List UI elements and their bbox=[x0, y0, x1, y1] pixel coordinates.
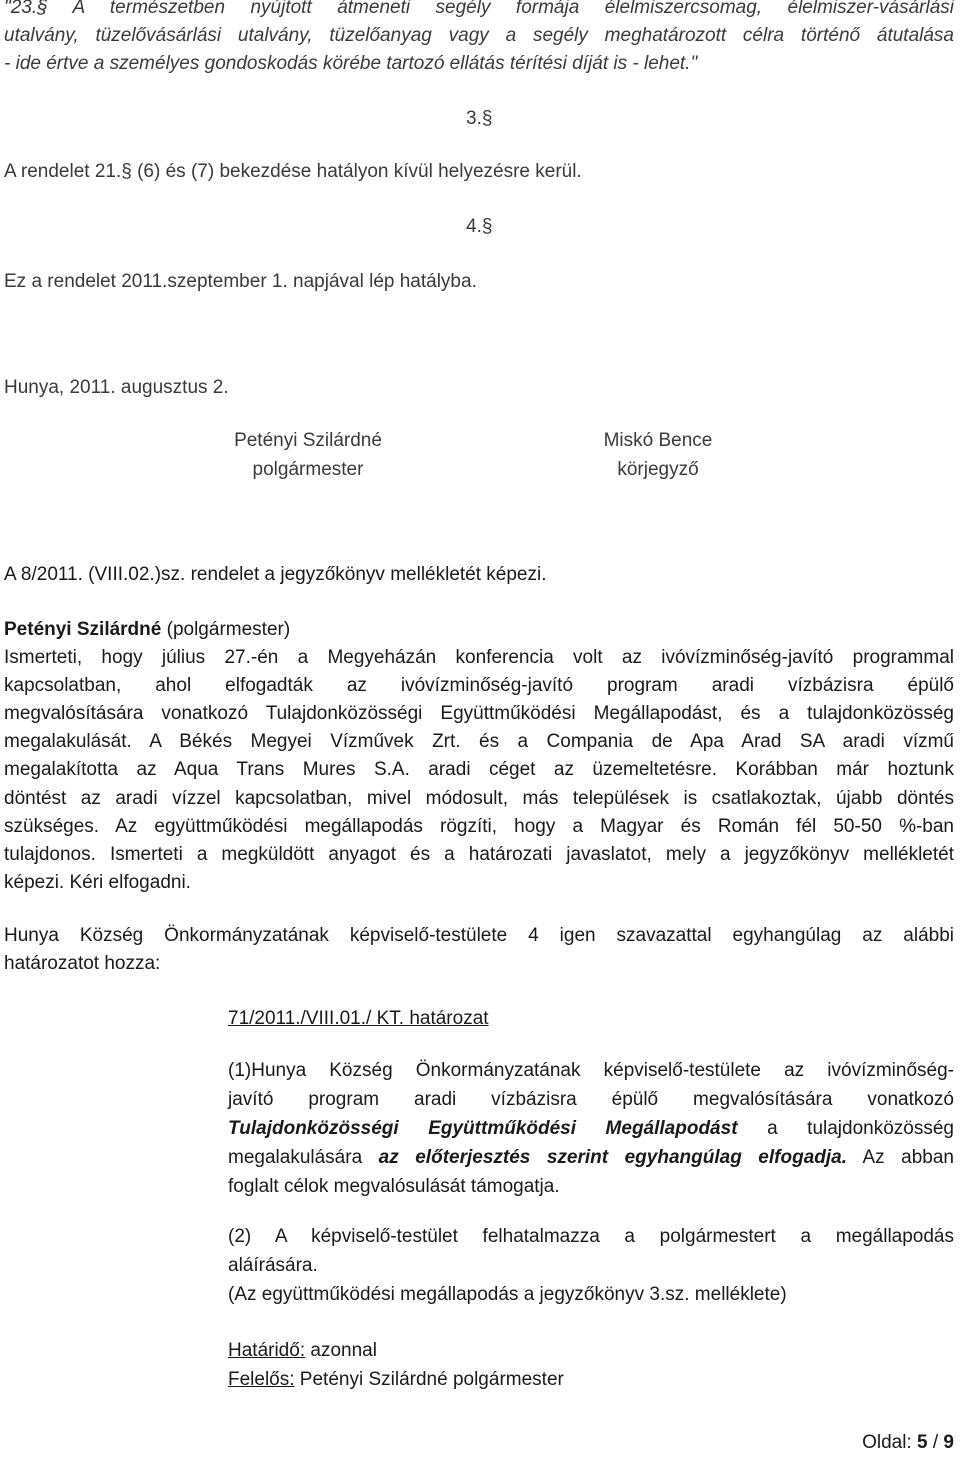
resolution-line: foglalt célok megvalósulását támogatja. bbox=[228, 1176, 560, 1197]
resolution-point-1 bbox=[228, 1056, 954, 1201]
resolution-deadline bbox=[228, 1336, 954, 1394]
resolution-line bbox=[228, 1114, 954, 1143]
page-total: 9 bbox=[943, 1432, 954, 1453]
vote-line: Hunya Község Önkormányzatának képviselő-testülete 4 igen szavazattal egyhangúlag az alábbi bbox=[4, 925, 954, 946]
agreement-name: Tulajdonközösségi Együttműködési Megállapodást bbox=[228, 1118, 738, 1139]
signature-title: körjegyző bbox=[617, 459, 699, 480]
intro-line: utalvány, tüzelővásárlási utalvány, tüzelőanyag vagy a segély meghatározott célra történő átutalása bbox=[4, 25, 954, 46]
annex-note: A 8/2011. (VIII.02.)sz. rendelet a jegyzőkönyv mellékletét képezi. bbox=[4, 564, 547, 585]
resolution-point-2 bbox=[228, 1222, 954, 1309]
report-line: megalakulását. A Békés Megyei Vízművek Zrt. és a Compania de Apa Arad SA aradi vízmű bbox=[4, 731, 954, 752]
section-3-text: A rendelet 21.§ (6) és (7) bekezdése hatályon kívül helyezésre kerül. bbox=[4, 161, 582, 182]
intro-line: - ide értve a személyes gondoskodás körébe tartozó ellátás térítési díját is - lehet." bbox=[4, 53, 698, 74]
signature-notary bbox=[538, 426, 778, 484]
resolution-line bbox=[228, 1143, 954, 1172]
decision-text: az előterjesztés szerint egyhangúlag elfogadja. bbox=[378, 1147, 847, 1168]
page-label: Oldal: bbox=[862, 1432, 917, 1453]
resolution-text: megalakulására bbox=[228, 1147, 379, 1168]
report-line: Ismerteti, hogy július 27.-én a Megyeházán konferencia volt az ivóvízminőség-javító programmal bbox=[4, 647, 954, 668]
page-number bbox=[862, 1432, 954, 1454]
report-line: kapcsolatban, ahol elfogadták az ivóvízminőség-javító program aradi vízbázisra épülő bbox=[4, 675, 954, 696]
speaker-role: (polgármester) bbox=[161, 619, 291, 640]
page-current: 5 bbox=[917, 1432, 928, 1453]
place-date: Hunya, 2011. augusztus 2. bbox=[4, 377, 229, 398]
section-4-heading: 4.§ bbox=[466, 216, 493, 237]
responsible-label: Felelős: bbox=[228, 1369, 295, 1390]
report-line: megalakította az Aqua Trans Mures S.A. aradi céget az üzemeltetésre. Korábban már hoztunk bbox=[4, 759, 954, 780]
section-4-text: Ez a rendelet 2011.szeptember 1. napjával lép hatályba. bbox=[4, 271, 477, 292]
report-line: képezi. Kéri elfogadni. bbox=[4, 872, 191, 893]
deadline-label: Határidő: bbox=[228, 1340, 306, 1361]
responsible-value: Petényi Szilárdné polgármester bbox=[294, 1369, 564, 1390]
report-line: tulajdonos. Ismerteti a megküldött anyagot és a határozati javaslatot, mely a jegyzőkönyv mellékletét bbox=[4, 844, 954, 865]
intro-line: "23.§ A természetben nyújtott átmeneti segély formája élelmiszercsomag, élelmiszer-vásárlási bbox=[4, 0, 954, 18]
resolution-line: (2) A képviselő-testület felhatalmazza a polgármestert a megállapodás bbox=[228, 1226, 954, 1247]
deadline-value: azonnal bbox=[305, 1340, 377, 1361]
resolution-number: 71/2011./VIII.01./ KT. határozat bbox=[228, 1008, 489, 1029]
resolution-line: javító program aradi vízbázisra épülő megvalósítására vonatkozó bbox=[228, 1089, 954, 1110]
resolution-title bbox=[228, 1004, 954, 1033]
report-line: megvalósítására vonatkozó Tulajdonközösségi Együttműködési Megállapodást, és a tulajdonközösség bbox=[4, 703, 954, 724]
resolution-line: aláírására. bbox=[228, 1255, 318, 1276]
resolution-text: a tulajdonközösség bbox=[737, 1118, 954, 1139]
resolution-line: (Az együttműködési megállapodás a jegyzőkönyv 3.sz. melléklete) bbox=[228, 1284, 787, 1305]
resolution-line: (1)Hunya Község Önkormányzatának képviselő-testülete az ivóvízminőség- bbox=[228, 1060, 954, 1081]
signature-name: Miskó Bence bbox=[603, 430, 713, 451]
signature-mayor bbox=[188, 426, 428, 484]
report-line: döntést az aradi vízzel kapcsolatban, mivel módosult, más települések is csatlakoztak, újabb döntés bbox=[4, 788, 954, 809]
speaker-name: Petényi Szilárdné bbox=[4, 619, 162, 640]
vote-line: határozatot hozza: bbox=[4, 953, 161, 974]
page-separator: / bbox=[927, 1432, 944, 1453]
resolution-text: Az abban bbox=[847, 1147, 954, 1168]
section-3-heading: 3.§ bbox=[466, 108, 493, 129]
speaker-line bbox=[4, 616, 954, 644]
signature-name: Petényi Szilárdné bbox=[234, 430, 382, 451]
report-line: szükséges. Az együttműködési megállapodás rögzíti, hogy a Magyar és Román fél 50-50 %-ban bbox=[4, 816, 954, 837]
signature-title: polgármester bbox=[252, 459, 364, 480]
